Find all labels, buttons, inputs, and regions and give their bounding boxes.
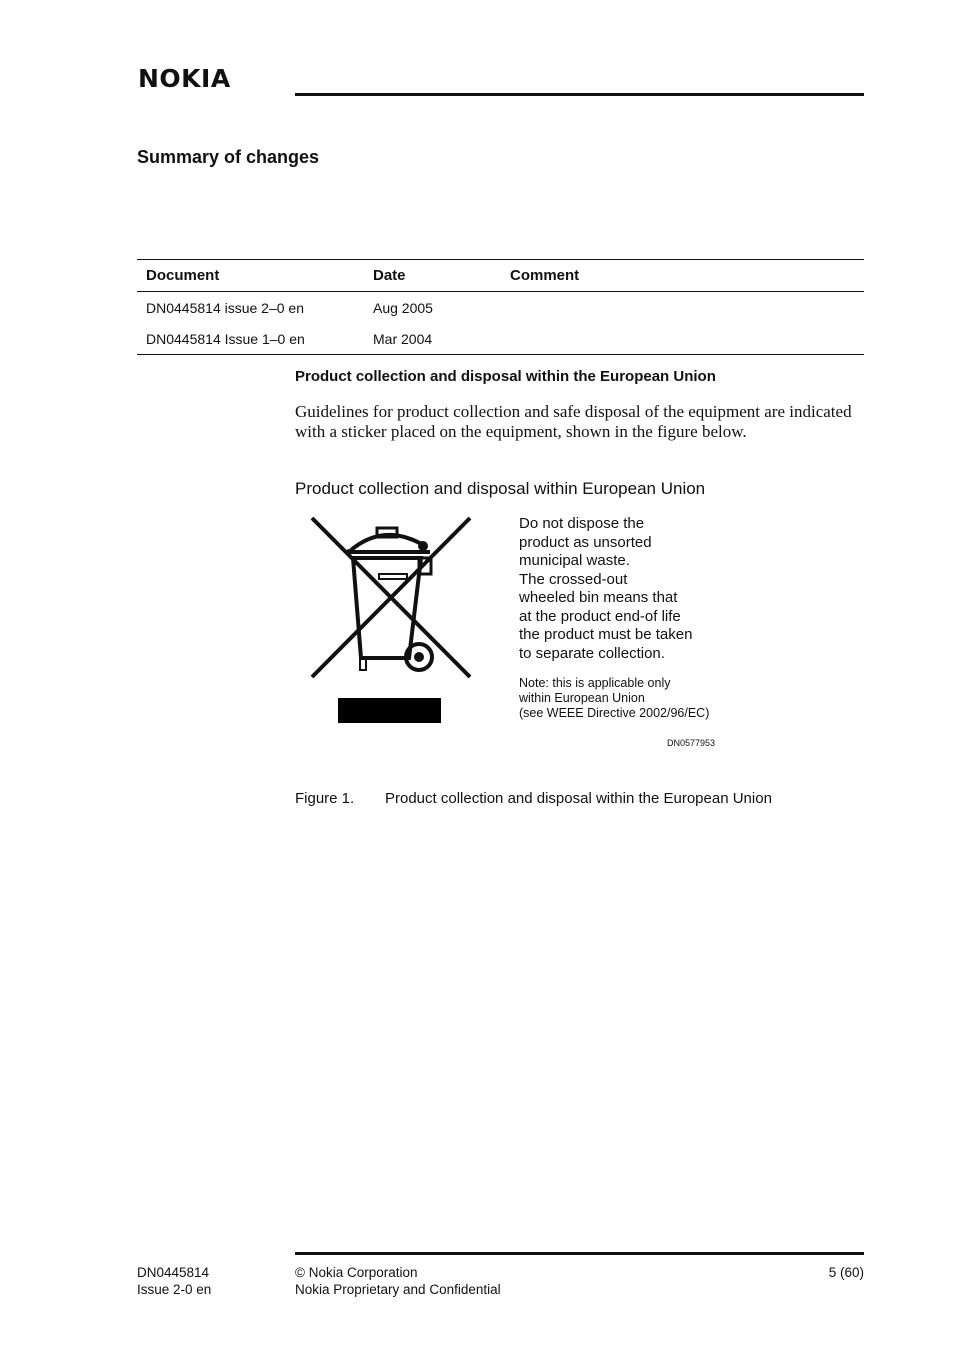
footer-doc-id: DN0445814 xyxy=(137,1265,210,1280)
figure-label: Product collection and disposal within European Union xyxy=(295,479,706,498)
footer-doc-info xyxy=(137,1264,211,1298)
figure-code: DN0577953 xyxy=(667,738,716,748)
cell-date: Mar 2004 xyxy=(364,323,501,355)
black-bar xyxy=(338,698,441,723)
figure-note-line: Note: this is applicable only xyxy=(519,676,671,690)
figure-text-line: at the product end-of life xyxy=(519,607,681,625)
header-rule xyxy=(295,93,864,96)
figure-note xyxy=(519,676,729,721)
footer-confidentiality: Nokia Proprietary and Confidential xyxy=(295,1282,501,1297)
figure-note-line: (see WEEE Directive 2002/96/EC) xyxy=(519,706,710,720)
figure-text-line: municipal waste. xyxy=(519,552,630,569)
cell-date: Aug 2005 xyxy=(373,299,433,316)
footer-legal xyxy=(295,1264,501,1298)
table-row xyxy=(137,323,864,355)
figure-note-line: within European Union xyxy=(519,691,645,705)
column-header-date: Date xyxy=(364,260,501,292)
figure-text-line: product as unsorted xyxy=(519,533,652,551)
column-header-comment: Comment xyxy=(501,260,864,292)
figure-text-line: wheeled bin means that xyxy=(519,589,678,606)
footer-copyright: © Nokia Corporation xyxy=(295,1265,418,1280)
changes-table xyxy=(137,259,864,355)
cell-document: DN0445814 issue 2–0 en xyxy=(146,299,305,316)
figure-text-line: Do not dispose the xyxy=(519,515,645,532)
table-header-row xyxy=(137,260,864,292)
disposal-heading: Product collection and disposal within the European Union xyxy=(295,368,716,385)
figure-caption-text: Product collection and disposal within the European Union xyxy=(385,790,772,807)
nokia-logo: NOKIA xyxy=(138,64,231,93)
figure-text-line: The crossed-out xyxy=(519,570,628,588)
footer-rule xyxy=(295,1252,864,1255)
table-row xyxy=(137,292,864,324)
cell-document: DN0445814 Issue 1–0 en xyxy=(137,323,364,355)
footer-page-number: 5 (60) xyxy=(828,1265,864,1280)
column-header-document: Document xyxy=(137,260,364,292)
figure-text-line: to separate collection. xyxy=(519,644,665,662)
footer-issue: Issue 2-0 en xyxy=(137,1282,212,1297)
disposal-body: Guidelines for product collection and safe disposal of the equipment are indicated with a sticker placed on the equipment, shown in the figure below. xyxy=(295,402,852,441)
cell-comment xyxy=(501,323,864,355)
section-title: Summary of changes xyxy=(137,147,320,167)
figure-text-line: the product must be taken xyxy=(519,626,693,643)
crossed-out-wheeled-bin-icon xyxy=(305,510,475,685)
figure-description xyxy=(519,515,719,663)
figure-caption-number: Figure 1. xyxy=(295,790,355,807)
cell-comment xyxy=(501,292,864,324)
